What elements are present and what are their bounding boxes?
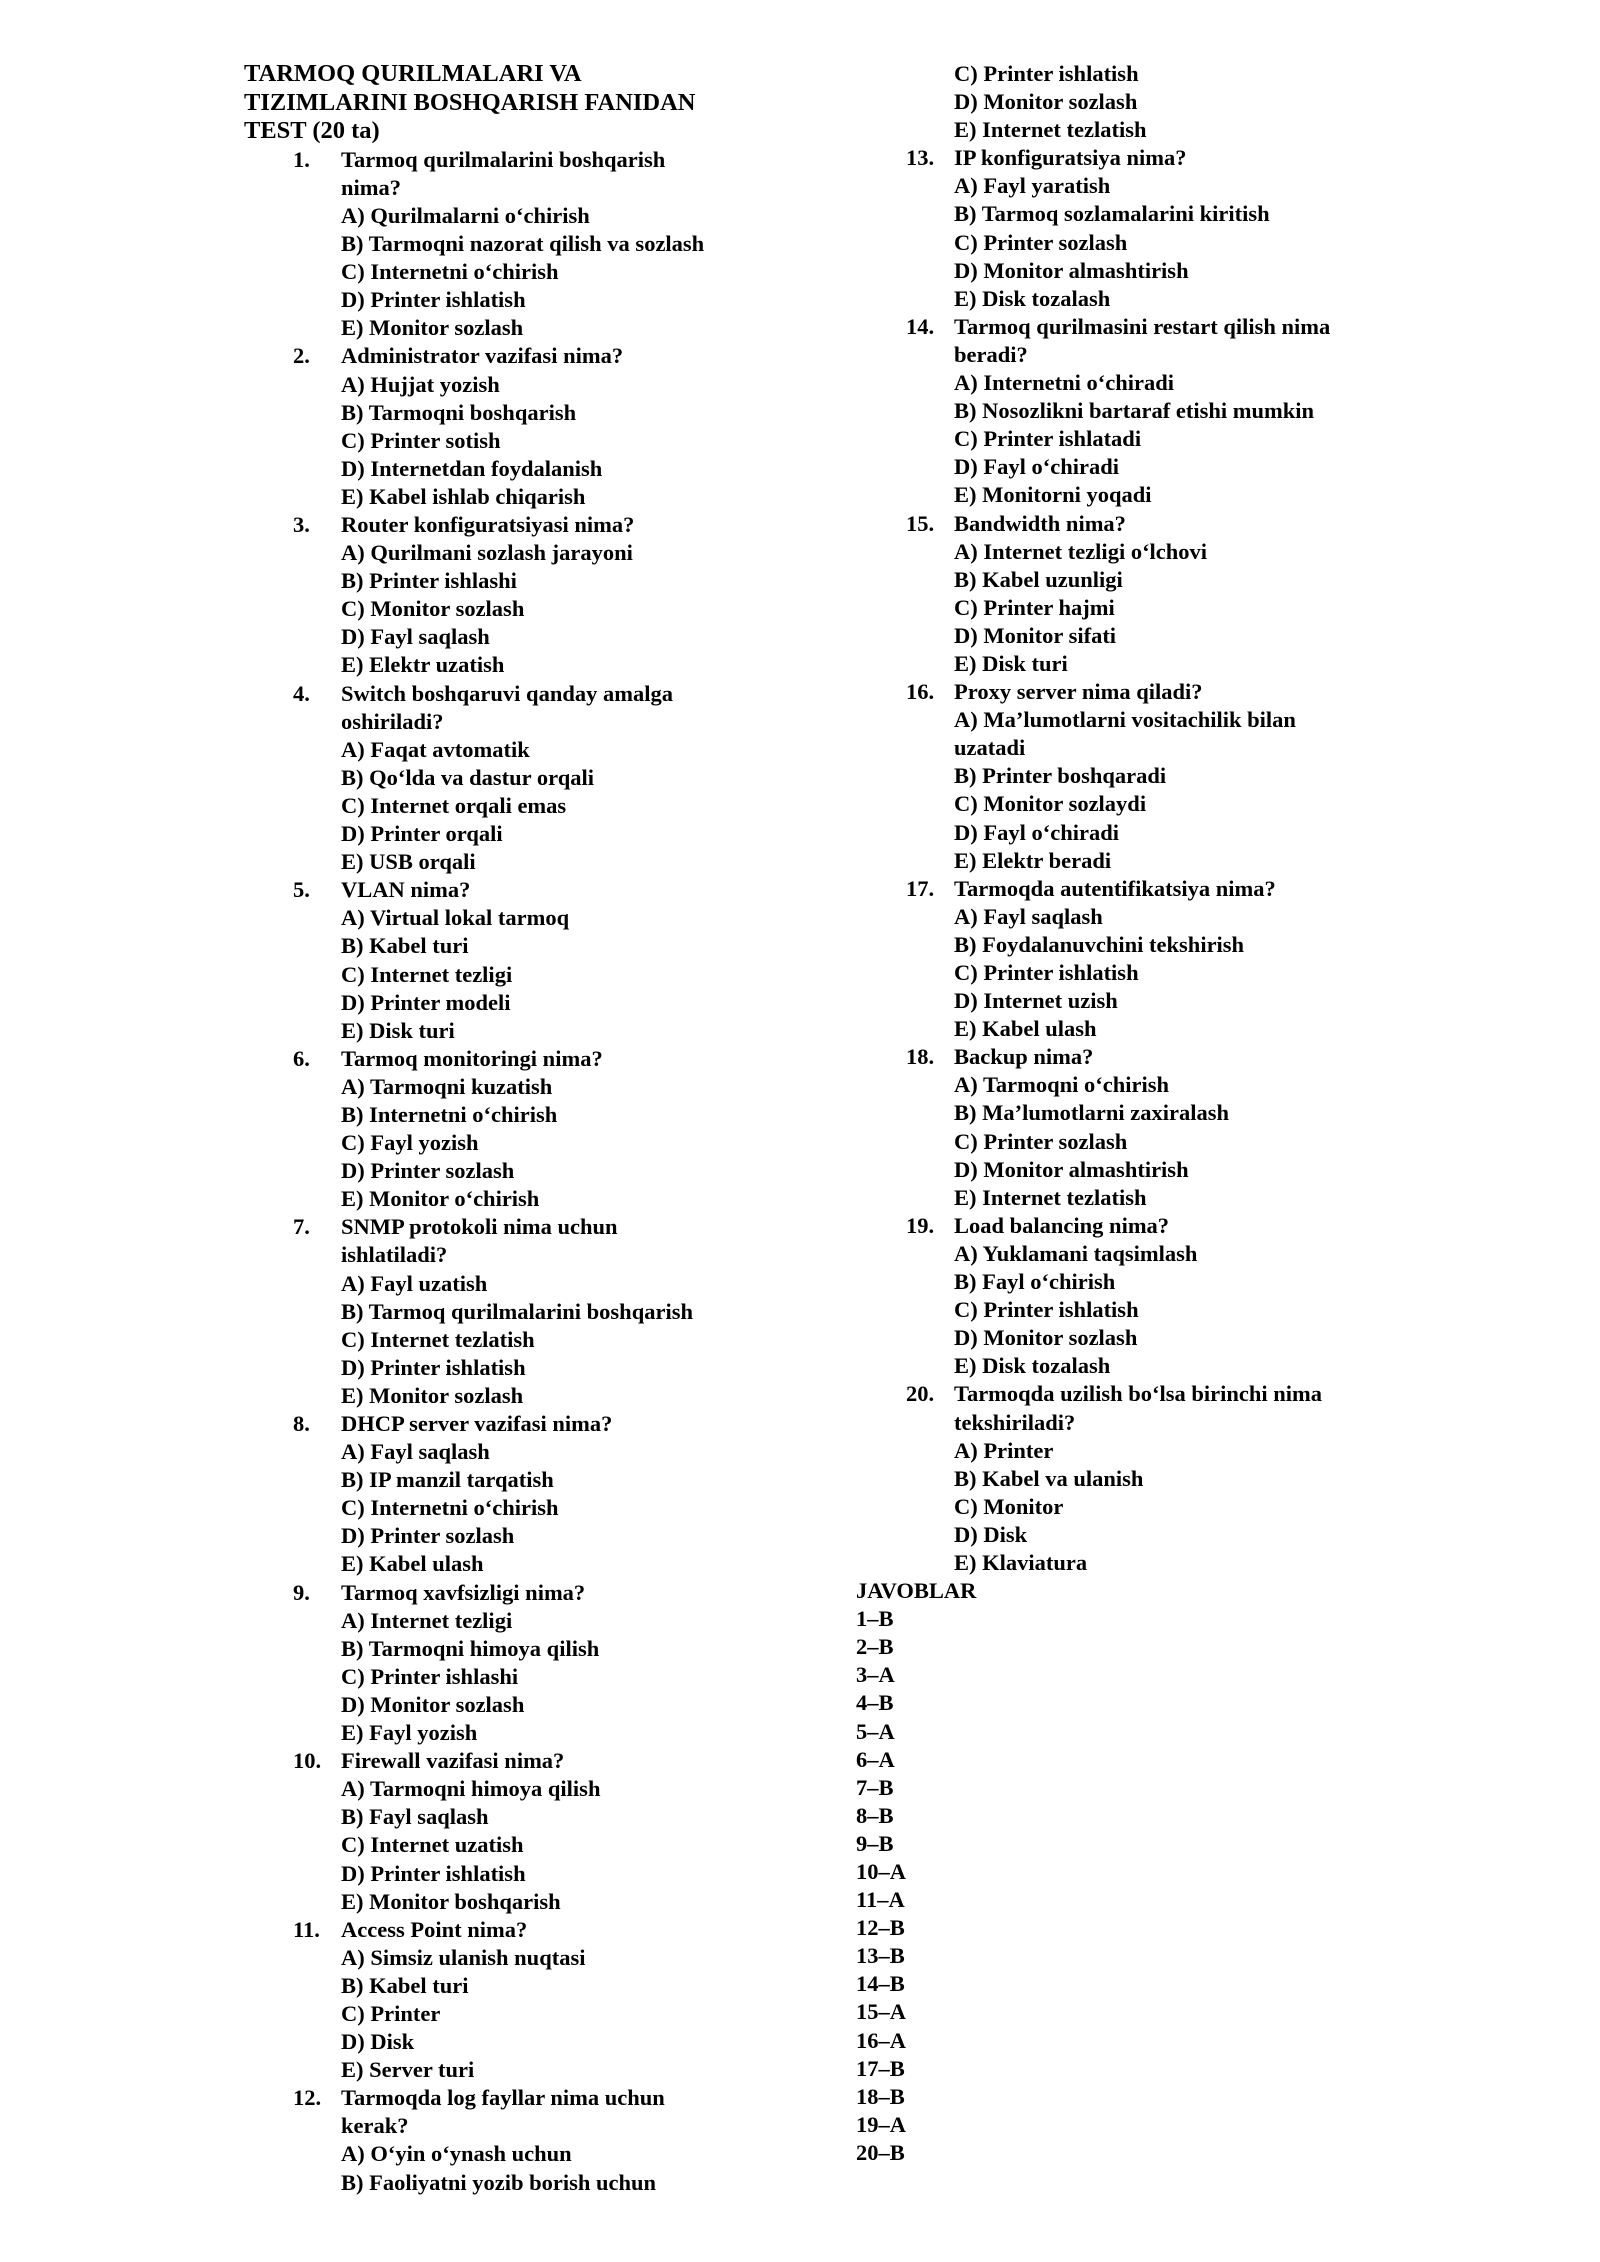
answer-option: C) Fayl yozish xyxy=(341,1130,479,1156)
answer-option: E) Server turi xyxy=(341,2057,475,2083)
answer-option: A) Internet tezligi xyxy=(341,1607,513,1633)
answer-option: D) Printer ishlatish xyxy=(341,1860,526,1886)
answer-option: C) Printer ishlashi xyxy=(341,1663,519,1689)
question-block xyxy=(244,1045,784,1214)
answer-option: E) Kabel ishlab chiqarish xyxy=(341,483,586,509)
answer-option: B) Faoliyatni yozib borish uchun xyxy=(341,2169,657,2195)
answer-option: D) Printer sozlash xyxy=(341,1158,515,1184)
question-number: 18. xyxy=(906,1044,935,1070)
answer-option: uzatadi xyxy=(954,735,1026,761)
question-text: oshiriladi? xyxy=(341,708,444,734)
question-number: 14. xyxy=(906,313,935,339)
answers-list xyxy=(856,1605,1416,2167)
answer-option: B) Ma’lumotlarni zaxiralash xyxy=(954,1100,1229,1126)
answer-option: D) Monitor sifati xyxy=(954,622,1117,648)
answer-option: A) Tarmoqni o‘chirish xyxy=(954,1072,1170,1098)
question-number: 9. xyxy=(293,1579,310,1605)
answer-key-item: 11–A xyxy=(856,1887,905,1913)
answer-key-item: 12–B xyxy=(856,1915,905,1941)
title-line: TEST (20 ta) xyxy=(244,117,380,145)
answer-option: B) Fayl saqlash xyxy=(341,1804,489,1830)
answer-option: D) Monitor sozlash xyxy=(954,1325,1138,1351)
answer-option: A) Fayl uzatish xyxy=(341,1270,488,1296)
answer-key-item: 4–B xyxy=(856,1690,894,1716)
answer-option: B) Printer boshqaradi xyxy=(954,763,1167,789)
answer-option: B) Foydalanuvchini tekshirish xyxy=(954,931,1245,957)
answer-option: E) Monitorni yoqadi xyxy=(954,482,1152,508)
answer-option: B) Qo‘lda va dastur orqali xyxy=(341,764,594,790)
answer-option: E) Monitor sozlash xyxy=(341,315,524,341)
answer-key-item: 1–B xyxy=(856,1606,894,1632)
answer-option: E) Monitor o‘chirish xyxy=(341,1186,540,1212)
answer-option: A) Fayl yaratish xyxy=(954,173,1111,199)
question-text: 12. Tarmoqda log fayllar nima uchun xyxy=(244,2084,784,2112)
answer-option: E) Monitor boshqarish xyxy=(341,1888,561,1914)
question-number: 10. xyxy=(293,1748,322,1774)
left-column xyxy=(244,60,784,2197)
answer-key-item: 18–B xyxy=(856,2083,905,2109)
right-column xyxy=(856,60,1416,2167)
question-block xyxy=(244,1213,784,1410)
question-number: 13. xyxy=(906,145,935,171)
answer-option: A) Internet tezligi o‘lchovi xyxy=(954,538,1208,564)
answer-key-item: 13–B xyxy=(856,1943,905,1969)
answer-option: D) Disk xyxy=(954,1521,1028,1547)
question-block xyxy=(244,1410,784,1579)
answer-option: D) Printer modeli xyxy=(341,989,511,1015)
question-text: 4. Switch boshqaruvi qanday amalga xyxy=(244,680,784,708)
answer-key-item: 5–A xyxy=(856,1718,895,1744)
question-text: 8. DHCP server vazifasi nima? xyxy=(244,1410,784,1438)
answer-option: D) Internet uzish xyxy=(954,988,1118,1014)
answer-option: D) Printer orqali xyxy=(341,821,503,847)
question-text: 9. Tarmoq xavfsizligi nima? xyxy=(244,1579,784,1607)
answer-option: C) Internet tezligi xyxy=(341,961,513,987)
question-number: 2. xyxy=(293,343,310,369)
answer-option: C) Printer ishlatish xyxy=(954,1297,1139,1323)
answer-option: B) Tarmoq sozlamalarini kiritish xyxy=(954,201,1270,227)
answer-option: A) Hujjat yozish xyxy=(341,371,500,397)
answer-option: E) Disk turi xyxy=(954,650,1068,676)
answer-option: C) Printer sozlash xyxy=(954,1128,1128,1154)
answer-option: E) Kabel ulash xyxy=(954,1016,1097,1042)
answer-option: D) Monitor sozlash xyxy=(341,1691,525,1717)
answer-option: E) Kabel ulash xyxy=(341,1551,484,1577)
question-block xyxy=(244,680,784,877)
question-text: 3. Router konfiguratsiyasi nima? xyxy=(244,511,784,539)
question-text: 2. Administrator vazifasi nima? xyxy=(244,342,784,370)
question-text: 15. Bandwidth nima? xyxy=(856,510,1416,538)
answer-option: C) Monitor sozlaydi xyxy=(954,791,1147,817)
answer-option: C) Printer ishlatish xyxy=(954,960,1139,985)
answer-option: C) Monitor sozlash xyxy=(341,596,525,622)
answer-option: B) Tarmoqni nazorat qilish va sozlash xyxy=(341,231,705,257)
answer-option: B) IP manzil tarqatish xyxy=(341,1467,554,1493)
answer-key-item: 3–A xyxy=(856,1662,895,1688)
answer-key-item: 16–A xyxy=(856,2027,906,2053)
question-block xyxy=(244,146,784,343)
answer-option: C) Internet orqali emas xyxy=(341,792,567,818)
answer-key-item: 17–B xyxy=(856,2055,905,2081)
question-text: beradi? xyxy=(954,341,1028,367)
answer-option: C) Internetni o‘chirish xyxy=(341,259,559,285)
question-block xyxy=(856,875,1416,1044)
question-number: 5. xyxy=(293,877,310,903)
question-number: 6. xyxy=(293,1045,310,1071)
question-text: 6. Tarmoq monitoringi nima? xyxy=(244,1045,784,1073)
question-block xyxy=(856,678,1416,875)
question-text: 11. Access Point nima? xyxy=(244,1916,784,1944)
answer-option: A) Faqat avtomatik xyxy=(341,736,530,762)
question-number: 11. xyxy=(293,1916,320,1942)
answer-option: A) Tarmoqni himoya qilish xyxy=(341,1776,601,1802)
answer-option: E) Monitor sozlash xyxy=(341,1382,524,1408)
question-number: 7. xyxy=(293,1214,310,1240)
answer-key-item: 7–B xyxy=(856,1774,894,1800)
question-text: 14. Tarmoq qurilmasini restart qilish nima xyxy=(856,313,1416,341)
question-block xyxy=(244,1579,784,1748)
question-text: ishlatiladi? xyxy=(341,1242,448,1268)
title-line: TIZIMLARINI BOSHQARISH FANIDAN xyxy=(244,88,696,116)
answer-key-item: 15–A xyxy=(856,1999,906,2025)
answer-key-item: 2–B xyxy=(856,1634,894,1660)
answer-option: E) Disk tozalash xyxy=(954,1353,1111,1379)
answer-option: A) Fayl saqlash xyxy=(954,903,1103,929)
answer-option: C) Printer hajmi xyxy=(954,594,1115,620)
answer-option: A) Yuklamani taqsimlash xyxy=(954,1240,1198,1266)
question-number: 17. xyxy=(906,875,935,901)
answer-key-item: 10–A xyxy=(856,1859,906,1884)
question-text: 7. SNMP protokoli nima uchun xyxy=(244,1213,784,1241)
question-block xyxy=(856,60,1416,144)
question-text: kerak? xyxy=(341,2113,409,2139)
question-block xyxy=(856,313,1416,510)
question-number: 8. xyxy=(293,1411,310,1436)
answer-option: B) Tarmoqni himoya qilish xyxy=(341,1635,600,1661)
question-text: 19. Load balancing nima? xyxy=(856,1212,1416,1240)
question-number: 12. xyxy=(293,2085,322,2111)
question-number: 19. xyxy=(906,1212,935,1238)
answer-option: B) Internetni o‘chirish xyxy=(341,1101,558,1127)
question-block xyxy=(244,511,784,680)
question-number: 16. xyxy=(906,679,935,705)
answer-option: D) Monitor almashtirish xyxy=(954,1156,1189,1182)
answer-option: B) Tarmoqni boshqarish xyxy=(341,399,577,425)
question-block xyxy=(856,1043,1416,1212)
answer-option: C) Internet tezlatish xyxy=(341,1326,535,1352)
question-block xyxy=(244,876,784,1045)
answer-option: A) O‘yin o‘ynash uchun xyxy=(341,2141,572,2167)
answer-option: E) Internet tezlatish xyxy=(954,1184,1147,1210)
answer-option: C) Internetni o‘chirish xyxy=(341,1495,559,1521)
answer-option: E) Disk turi xyxy=(341,1017,455,1043)
question-number: 4. xyxy=(293,680,310,706)
answer-key-item: 8–B xyxy=(856,1802,894,1828)
answer-option: A) Virtual lokal tarmoq xyxy=(341,905,570,931)
question-number: 15. xyxy=(906,510,935,536)
answer-option: A) Qurilmalarni o‘chirish xyxy=(341,202,590,228)
question-text: 20. Tarmoqda uzilish bo‘lsa birinchi nima xyxy=(856,1380,1416,1408)
answer-key-item: 9–B xyxy=(856,1830,894,1856)
answer-option: B) Kabel va ulanish xyxy=(954,1465,1144,1491)
answers-title: JAVOBLAR xyxy=(856,1578,977,1604)
answer-option: B) Kabel turi xyxy=(341,933,469,959)
title-line: TARMOQ QURILMALARI VA xyxy=(244,60,582,87)
question-block xyxy=(856,144,1416,313)
answer-option: C) Printer sozlash xyxy=(954,229,1128,255)
answer-key-item: 19–A xyxy=(856,2111,906,2137)
question-text: nima? xyxy=(341,174,402,200)
question-text: 18. Backup nima? xyxy=(856,1043,1416,1071)
document-title xyxy=(244,60,784,146)
answer-option: E) Internet tezlatish xyxy=(954,117,1147,143)
answer-option: D) Printer sozlash xyxy=(341,1523,515,1549)
question-text: 10. Firewall vazifasi nima? xyxy=(244,1747,784,1775)
answer-option: D) Monitor sozlash xyxy=(954,89,1138,115)
answer-option: C) Printer ishlatish xyxy=(954,61,1139,86)
question-block xyxy=(856,1380,1416,1577)
answer-option: B) Kabel uzunligi xyxy=(954,566,1123,592)
answer-option: C) Printer ishlatadi xyxy=(954,426,1142,452)
answer-option: E) Elektr beradi xyxy=(954,847,1112,873)
answer-option: A) Simsiz ulanish nuqtasi xyxy=(341,1944,586,1970)
question-text: 16. Proxy server nima qiladi? xyxy=(856,678,1416,706)
question-text: 1. Tarmoq qurilmalarini boshqarish xyxy=(244,146,784,174)
question-list xyxy=(856,60,1416,1577)
question-block xyxy=(244,1747,784,1916)
answer-option: E) Disk tozalash xyxy=(954,285,1111,311)
answer-option: D) Printer ishlatish xyxy=(341,287,526,313)
answer-option: C) Printer xyxy=(341,2000,441,2026)
question-block xyxy=(244,342,784,511)
answer-key-item: 20–B xyxy=(856,2139,905,2165)
question-text: 17. Tarmoqda autentifikatsiya nima? xyxy=(856,875,1416,903)
question-number: 1. xyxy=(293,146,310,172)
question-text: tekshiriladi? xyxy=(954,1409,1076,1435)
question-text: 5. VLAN nima? xyxy=(244,876,784,904)
answer-option: E) USB orqali xyxy=(341,849,476,875)
answer-option: C) Internet uzatish xyxy=(341,1832,524,1858)
question-list xyxy=(244,146,784,2197)
answer-key-item: 6–A xyxy=(856,1746,895,1772)
answer-option: D) Fayl o‘chiradi xyxy=(954,819,1119,845)
answer-option: C) Printer sotish xyxy=(341,427,501,453)
answer-option: A) Printer xyxy=(954,1437,1054,1463)
answer-option: E) Elektr uzatish xyxy=(341,652,505,678)
answer-option: D) Fayl saqlash xyxy=(341,624,490,650)
question-text: 13. IP konfiguratsiya nima? xyxy=(856,144,1416,172)
answer-option: B) Printer ishlashi xyxy=(341,568,517,594)
answer-option: E) Fayl yozish xyxy=(341,1720,478,1746)
answer-option: B) Kabel turi xyxy=(341,1972,469,1998)
question-block xyxy=(244,2084,784,2196)
answer-option: B) Tarmoq qurilmalarini boshqarish xyxy=(341,1298,693,1324)
answer-key-item: 14–B xyxy=(856,1971,905,1997)
answer-option: A) Ma’lumotlarni vositachilik bilan xyxy=(954,707,1296,733)
answer-option: B) Nosozlikni bartaraf etishi mumkin xyxy=(954,398,1315,424)
answer-option: D) Printer ishlatish xyxy=(341,1354,526,1380)
answer-option: C) Monitor xyxy=(954,1493,1064,1519)
answer-option: E) Klaviatura xyxy=(954,1549,1088,1575)
answer-option: B) Fayl o‘chirish xyxy=(954,1269,1116,1295)
question-number: 20. xyxy=(906,1381,935,1407)
question-block xyxy=(856,1212,1416,1381)
question-number: 3. xyxy=(293,512,310,537)
answer-option: A) Tarmoqni kuzatish xyxy=(341,1073,553,1099)
answer-option: A) Qurilmani sozlash jarayoni xyxy=(341,540,633,566)
answer-option: D) Monitor almashtirish xyxy=(954,257,1189,283)
answer-option: D) Internetdan foydalanish xyxy=(341,455,603,481)
question-block xyxy=(244,1916,784,2085)
answer-option: D) Disk xyxy=(341,2029,415,2055)
question-block xyxy=(856,510,1416,679)
answer-option: A) Internetni o‘chiradi xyxy=(954,370,1174,396)
answer-option: D) Fayl o‘chiradi xyxy=(954,454,1119,480)
answer-option: A) Fayl saqlash xyxy=(341,1439,490,1465)
